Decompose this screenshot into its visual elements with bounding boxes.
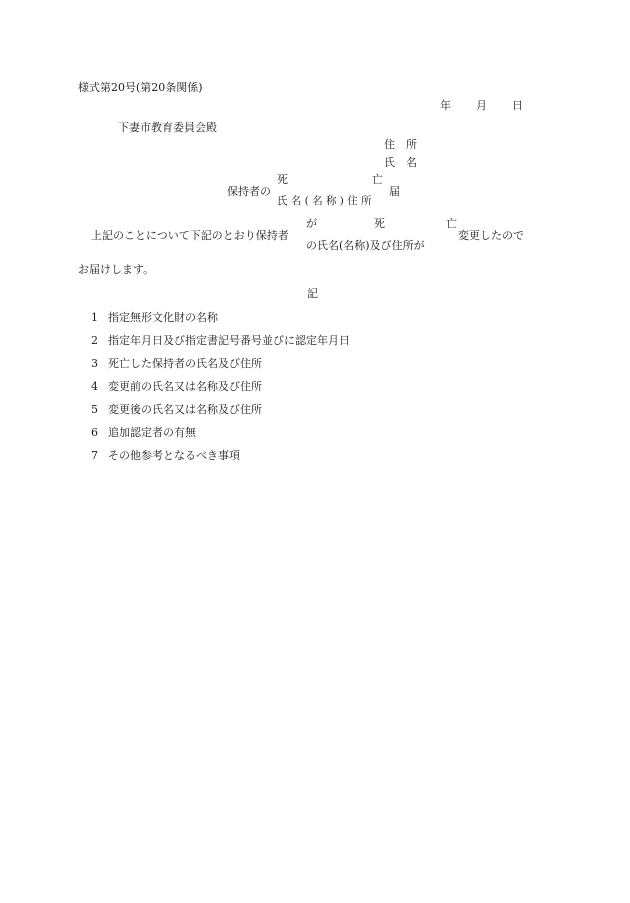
body-closing: お届けします。 [78, 263, 155, 276]
todoke-char: 届 [389, 185, 400, 198]
list-item-number: 4 [91, 380, 98, 393]
list-item-number: 5 [91, 403, 98, 416]
death-left-char: 死 [277, 173, 288, 186]
body-changed: 変更したので [458, 229, 524, 242]
ki-heading: 記 [307, 287, 318, 300]
ga-char: が [306, 217, 317, 230]
date-day-label: 日 [512, 99, 523, 112]
date-month-label: 月 [476, 99, 487, 112]
addressee: 下妻市教育委員会殿 [118, 121, 217, 134]
address-label: 住 所 [384, 138, 417, 151]
name-label: 氏 名 [384, 156, 417, 169]
body-death-left-char: 死 [374, 217, 385, 230]
list-item-number: 3 [91, 357, 98, 370]
list-item: その他参考となるべき事項 [108, 449, 240, 462]
list-item-number: 2 [91, 334, 98, 347]
holder-prefix: 保持者の [227, 185, 271, 198]
name-address-line: 氏 名 ( 名 称 ) 住 所 [277, 195, 372, 207]
list-item-number: 6 [91, 426, 98, 439]
list-item: 変更前の氏名又は名称及び住所 [108, 380, 262, 393]
date-year-label: 年 [440, 99, 451, 112]
list-item: 死亡した保持者の氏名及び住所 [108, 357, 262, 370]
body-death-right-char: 亡 [446, 217, 457, 230]
body-lead: 上記のことについて下記のとおり保持者 [91, 229, 289, 242]
body-name-address-ga: の氏名(名称)及び住所が [306, 239, 425, 252]
list-item-number: 1 [91, 311, 98, 324]
list-item-number: 7 [91, 449, 98, 462]
list-item: 変更後の氏名又は名称及び住所 [108, 403, 262, 416]
death-right-char: 亡 [372, 173, 383, 186]
form-label: 様式第20号(第20条関係) [78, 81, 203, 94]
list-item: 追加認定者の有無 [108, 426, 196, 439]
list-item: 指定年月日及び指定書記号番号並びに認定年月日 [108, 334, 350, 347]
list-item: 指定無形文化財の名称 [108, 311, 218, 324]
